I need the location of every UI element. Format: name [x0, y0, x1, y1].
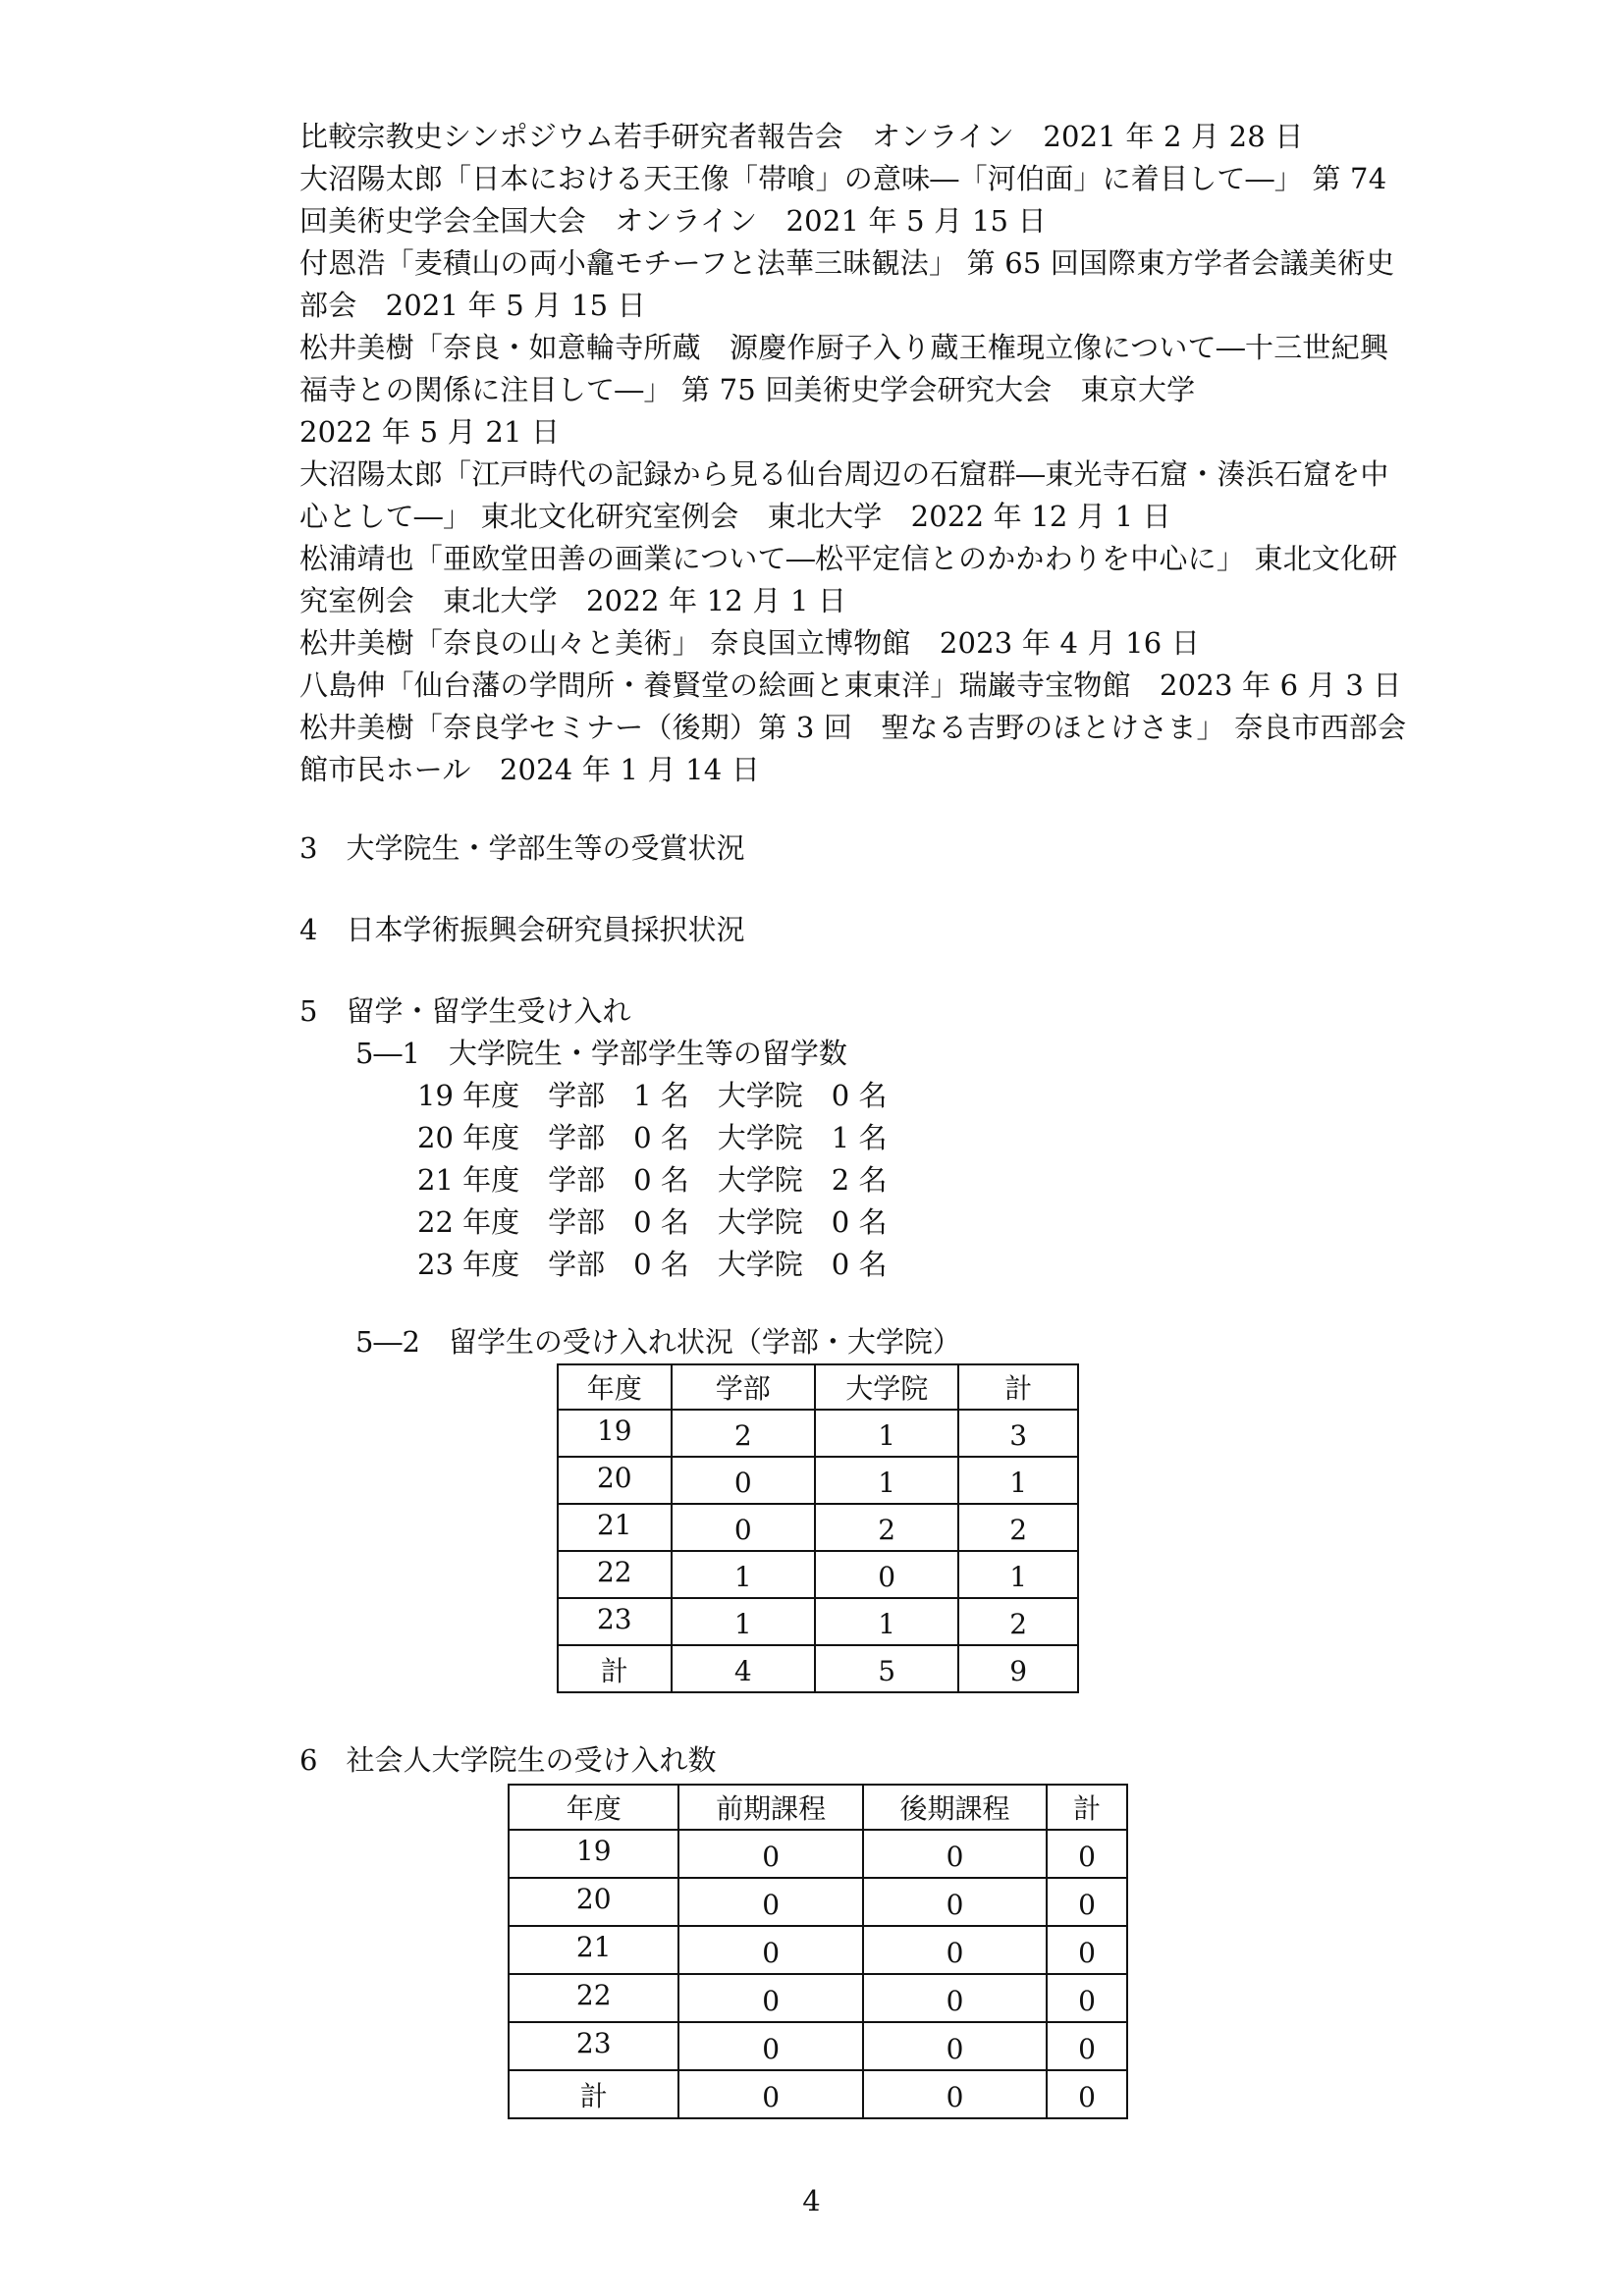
- table-header-cell: 学部: [672, 1364, 815, 1410]
- table-cell: 0: [863, 2022, 1047, 2070]
- table-cell: 0: [1047, 1878, 1127, 1926]
- presentation-item: 大沼陽太郎「日本における天王像「帯喰」の意味―「河伯面」に着目して―」 第 74 回美術史学会全国大会 オンライン 2021 年 5 月 15 日: [299, 162, 1387, 238]
- presentation-item: 松浦靖也「亜欧堂田善の画業について―松平定信とのかかわりを中心に」 東北文化研究室例会 東北大学 2022 年 12 月 1 日: [299, 542, 1398, 617]
- subsection-heading: 5―2 留学生の受け入れ状況（学部・大学院）: [355, 1325, 961, 1359]
- table-row: [558, 1551, 1078, 1598]
- table-cell: 19: [558, 1410, 672, 1457]
- table-header-cell: 大学院: [815, 1364, 958, 1410]
- presentation-item: 比較宗教史シンポジウム若手研究者報告会 オンライン 2021 年 2 月 28 日: [299, 120, 1304, 153]
- study-abroad-line: 23 年度 学部 0 名 大学院 0 名: [417, 1248, 888, 1281]
- table-cell: 0: [863, 1926, 1047, 1974]
- table-cell: 0: [678, 2022, 862, 2070]
- table-cell: 5: [815, 1645, 958, 1692]
- table-row: [509, 1830, 1127, 1878]
- table-cell: 3: [958, 1410, 1078, 1457]
- table-cell: 9: [958, 1645, 1078, 1692]
- table-row: [558, 1410, 1078, 1457]
- presentation-item: 松井美樹「奈良学セミナー（後期）第 3 回 聖なる吉野のほとけさま」 奈良市西部会館市民ホール 2024 年 1 月 14 日: [299, 711, 1407, 786]
- table-cell: 計: [509, 2070, 678, 2118]
- presentation-item: 大沼陽太郎「江戸時代の記録から見る仙台周辺の石窟群―東光寺石窟・湊浜石窟を中心として―」 東北文化研究室例会 東北大学 2022 年 12 月 1 日: [299, 457, 1389, 533]
- table-cell: 2: [672, 1410, 815, 1457]
- table-cell: 0: [863, 2070, 1047, 2118]
- table-cell: 4: [672, 1645, 815, 1692]
- table-cell: 2: [958, 1504, 1078, 1551]
- presentation-item: 付恩浩「麦積山の両小龕モチーフと法華三昧観法」 第 65 回国際東方学者会議美術史部会 2021 年 5 月 15 日: [299, 246, 1395, 322]
- table-cell: 1: [815, 1410, 958, 1457]
- table-row: [509, 1926, 1127, 1974]
- table-cell: 1: [815, 1598, 958, 1645]
- table-cell: 22: [509, 1974, 678, 2022]
- table-cell: 0: [672, 1457, 815, 1504]
- table-cell: 20: [509, 1878, 678, 1926]
- table-cell: 23: [558, 1598, 672, 1645]
- table-cell: 21: [558, 1504, 672, 1551]
- study-abroad-line: 19 年度 学部 1 名 大学院 0 名: [417, 1079, 888, 1112]
- table-header-cell: 後期課程: [863, 1785, 1047, 1830]
- table-total-row: [558, 1645, 1078, 1692]
- table-cell: 0: [678, 2070, 862, 2118]
- table-cell: 2: [815, 1504, 958, 1551]
- presentation-item: 八島伸「仙台藩の学問所・養賢堂の絵画と東東洋」瑞巌寺宝物館 2023 年 6 月 3 日: [299, 668, 1402, 702]
- table-cell: 1: [958, 1457, 1078, 1504]
- table-cell: 0: [1047, 1830, 1127, 1878]
- table-cell: 1: [672, 1598, 815, 1645]
- table-cell: 0: [1047, 2022, 1127, 2070]
- section-heading: 3 大学院生・学部生等の受賞状況: [299, 831, 745, 865]
- table-cell: 0: [678, 1878, 862, 1926]
- table-cell: 20: [558, 1457, 672, 1504]
- table-cell: 0: [1047, 1974, 1127, 2022]
- table-row: [558, 1598, 1078, 1645]
- table-header-row: [558, 1364, 1078, 1410]
- table-cell: 19: [509, 1830, 678, 1878]
- presentation-item: 2022 年 5 月 21 日: [299, 415, 561, 449]
- section-heading: 6 社会人大学院生の受け入れ数: [299, 1743, 717, 1777]
- table-cell: 0: [863, 1974, 1047, 2022]
- table-header-cell: 年度: [509, 1785, 678, 1830]
- table-cell: 0: [1047, 2070, 1127, 2118]
- study-abroad-line: 20 年度 学部 0 名 大学院 1 名: [417, 1121, 888, 1154]
- table-cell: 0: [863, 1830, 1047, 1878]
- table-row: [509, 2022, 1127, 2070]
- table-cell: 0: [672, 1504, 815, 1551]
- presentation-item: 松井美樹「奈良・如意輪寺所蔵 源慶作厨子入り蔵王権現立像について―十三世紀興福寺との関係に注目して―」 第 75 回美術史学会研究大会 東京大学: [299, 331, 1389, 406]
- intl-students-table: [557, 1363, 1079, 1693]
- table-cell: 0: [815, 1551, 958, 1598]
- table-row: [509, 1974, 1127, 2022]
- page-number: 4: [802, 2184, 821, 2217]
- table-cell: 0: [678, 1830, 862, 1878]
- table-cell: 0: [678, 1974, 862, 2022]
- table-cell: 1: [815, 1457, 958, 1504]
- table-cell: 1: [672, 1551, 815, 1598]
- table-cell: 1: [958, 1551, 1078, 1598]
- table-cell: 22: [558, 1551, 672, 1598]
- table-cell: 0: [678, 1926, 862, 1974]
- table-cell: 0: [863, 1878, 1047, 1926]
- presentation-item: 松井美樹「奈良の山々と美術」 奈良国立博物館 2023 年 4 月 16 日: [299, 626, 1201, 660]
- table-header-cell: 前期課程: [678, 1785, 862, 1830]
- table-row: [558, 1457, 1078, 1504]
- subsection-heading: 5―1 大学院生・学部学生等の留学数: [355, 1037, 847, 1070]
- working-grad-students-table: [508, 1784, 1128, 2119]
- table-row: [509, 1878, 1127, 1926]
- table-header-cell: 計: [958, 1364, 1078, 1410]
- table-header-cell: 年度: [558, 1364, 672, 1410]
- table-cell: 23: [509, 2022, 678, 2070]
- table-cell: 計: [558, 1645, 672, 1692]
- table-cell: 2: [958, 1598, 1078, 1645]
- table-cell: 0: [1047, 1926, 1127, 1974]
- table-header-row: [509, 1785, 1127, 1830]
- table-row: [558, 1504, 1078, 1551]
- study-abroad-line: 22 年度 学部 0 名 大学院 0 名: [417, 1205, 888, 1239]
- study-abroad-line: 21 年度 学部 0 名 大学院 2 名: [417, 1163, 888, 1197]
- table-cell: 21: [509, 1926, 678, 1974]
- section-heading: 4 日本学術振興会研究員採択状況: [299, 913, 745, 946]
- table-total-row: [509, 2070, 1127, 2118]
- section-heading: 5 留学・留学生受け入れ: [299, 994, 631, 1028]
- table-header-cell: 計: [1047, 1785, 1127, 1830]
